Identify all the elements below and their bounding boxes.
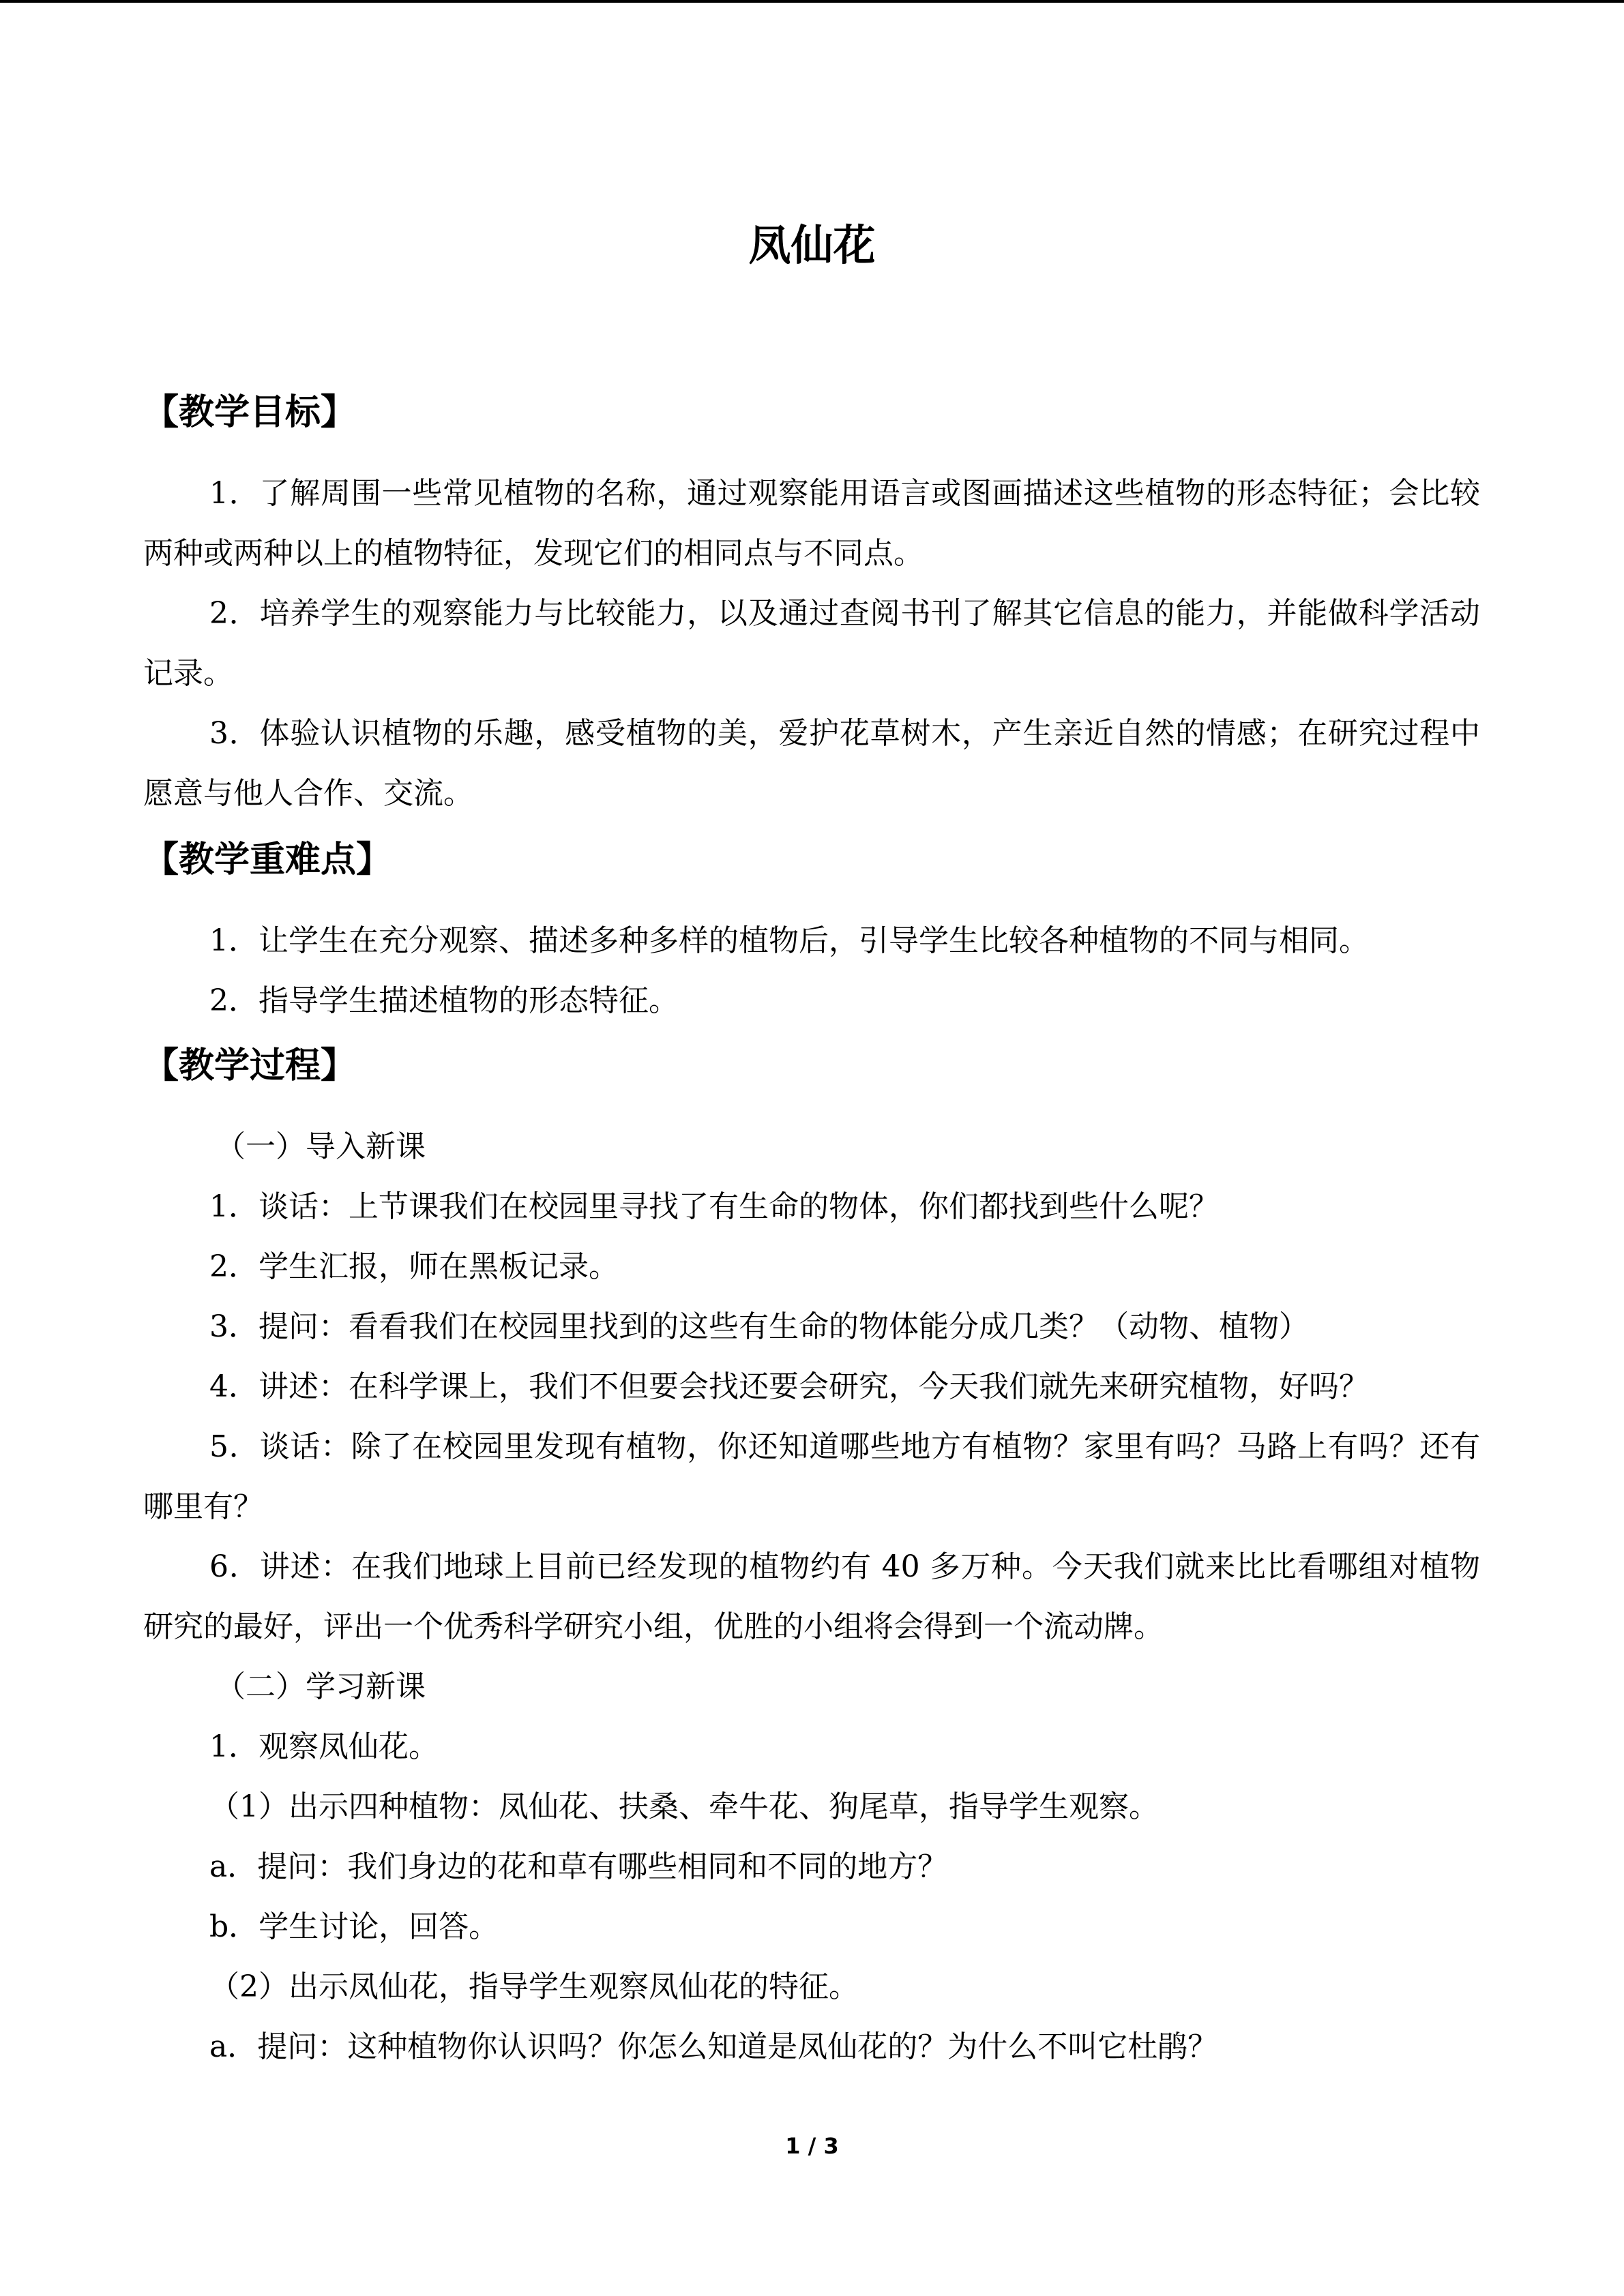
process-subheading: （二）学习新课 (216, 1669, 426, 1704)
process-item: （1）出示四种植物：凤仙花、扶桑、牵牛花、狗尾草，指导学生观察。 (209, 1789, 1159, 1824)
objective-item: 2．培养学生的观察能力与比较能力，以及通过查阅书刊了解其它信息的能力，并能做科学活动记录。 (143, 596, 1480, 691)
process-item: 4．讲述：在科学课上，我们不但要会找还要会研究，今天我们就先来研究植物，好吗？ (209, 1369, 1369, 1404)
process-item: b．学生讨论，回答。 (209, 1909, 499, 1944)
process-item: （2）出示凤仙花，指导学生观察凤仙花的特征。 (209, 1969, 859, 2004)
key-point-item: 1．让学生在充分观察、描述多种多样的植物后，引导学生比较各种植物的不同与相同。 (209, 923, 1369, 958)
process-item: 2．学生汇报，师在黑板记录。 (209, 1249, 619, 1284)
process-item: 1．谈话：上节课我们在校园里寻找了有生命的物体，你们都找到些什么呢？ (209, 1189, 1219, 1224)
page-title: 凤仙花 (748, 220, 876, 270)
process-item: 6．讲述：在我们地球上目前已经发现的植物约有 40 多万种。今天我们就来比比看哪组对植物研究的最好，评出一个优秀科学研究小组，优胜的小组将会得到一个流动牌。 (143, 1549, 1480, 1644)
section-heading-process: 【教学过程】 (143, 1045, 357, 1086)
process-item: 3．提问：看看我们在校园里找到的这些有生命的物体能分成几类？（动物、植物） (209, 1309, 1309, 1344)
section-heading-key-points: 【教学重难点】 (143, 839, 392, 880)
process-subheading: （一）导入新课 (216, 1129, 426, 1164)
objective-item: 3．体验认识植物的乐趣，感受植物的美，爱护花草树木，产生亲近自然的情感；在研究过程中愿意与他人合作、交流。 (143, 716, 1480, 811)
process-item: a．提问：这种植物你认识吗？你怎么知道是凤仙花的？为什么不叫它杜鹃？ (209, 2029, 1218, 2064)
objective-item: 1．了解周围一些常见植物的名称，通过观察能用语言或图画描述这些植物的形态特征；会比较两种或两种以上的植物特征，发现它们的相同点与不同点。 (143, 476, 1480, 571)
key-point-item: 2．指导学生描述植物的形态特征。 (209, 983, 679, 1018)
process-item: a．提问：我们身边的花和草有哪些相同和不同的地方？ (209, 1849, 948, 1884)
page-top-border (0, 0, 1624, 3)
page-number: 1 / 3 (785, 2133, 839, 2159)
section-heading-objectives: 【教学目标】 (143, 392, 357, 433)
process-item: 1．观察凤仙花。 (209, 1729, 439, 1764)
process-item: 5．谈话：除了在校园里发现有植物，你还知道哪些地方有植物？家里有吗？马路上有吗？还有哪里有？ (143, 1429, 1480, 1524)
